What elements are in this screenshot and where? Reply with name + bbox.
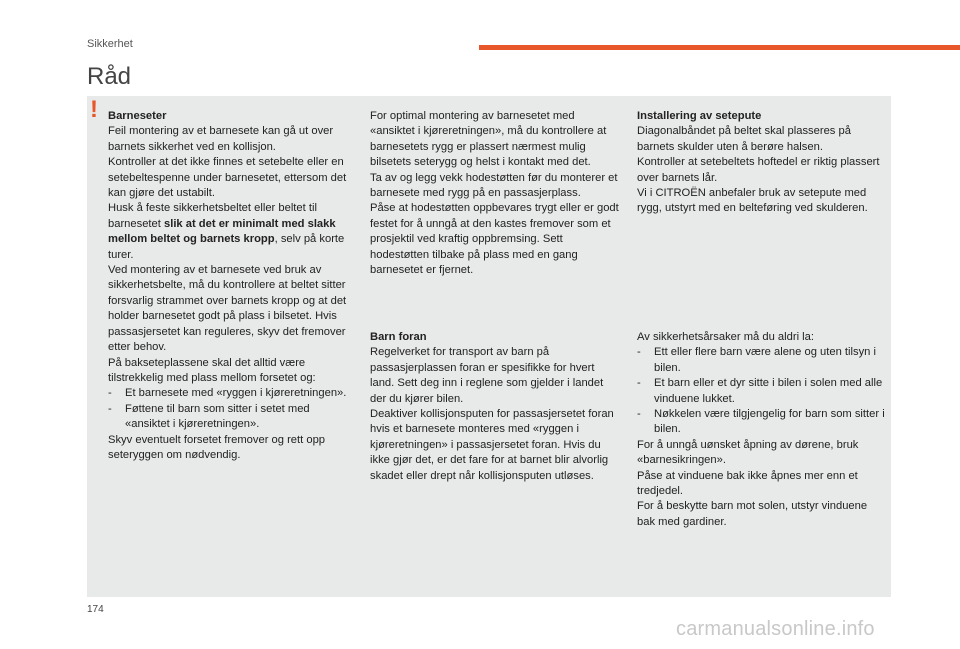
list-item-text: Et barnesete med «ryggen i kjøreretningen». xyxy=(125,387,347,400)
paragraph: Diagonalbåndet på beltet skal plasseres på barnets skulder uten å berøre halsen. xyxy=(637,125,851,153)
page-number: 174 xyxy=(87,604,104,615)
paragraph: Ta av og legg vekk hodestøtten før du monterer et barnesete med rygg på en passasjerplass. xyxy=(370,171,618,200)
paragraph: Ved montering av et barnesete ved bruk av sikkerhetsbelte, må du kontrollere at beltet sitter forsvarlig strammet over barnets kropp og at det holder barnesetet godt på plass i bilsetet. Hvis passasjersetet kan reguleres, skyv det fremover etter behov. xyxy=(108,264,347,354)
paragraph: Skyv eventuelt forsetet fremover og rett opp seteryggen om nødvendig. xyxy=(108,433,326,461)
paragraph: Regelverket for transport av barn på passasjerplassen foran er spesifikke for hvert land. Sett deg inn i reglene som gjelder i landet der du kjører bilen. xyxy=(370,346,604,405)
paragraph xyxy=(108,201,348,263)
emphasis-text: slik at det er minimalt med slakk mellom beltet og barnets kropp xyxy=(108,217,336,246)
list-item: - Et barnesete med «ryggen i kjøreretningen». xyxy=(108,387,347,400)
paragraph: Feil montering av et barnesete kan gå ut over barnets sikkerhet ved en kollisjon. xyxy=(108,125,334,153)
list-item: - Ett eller flere barn være alene og uten tilsyn i bilen. xyxy=(637,346,877,374)
paragraph: For å unngå uønsket åpning av dørene, bruk «barnesikringen». xyxy=(637,438,859,467)
column-children-front xyxy=(370,330,620,484)
watermark: carmanualsonline.info xyxy=(676,618,875,640)
section-accent-bar xyxy=(479,45,960,50)
page-title: Råd xyxy=(87,63,132,90)
text-run: , selv på korte turer. xyxy=(108,233,345,261)
warning-icon: ! xyxy=(90,96,98,123)
paragraph: For optimal montering av barnesetet med «ansiktet i kjøreretningen», må du kontrollere at barnesetets rygg er plassert nærmest mulig bilsetets seterygg og helst i kontakt med det. xyxy=(370,110,607,169)
paragraph: Påse at hodestøtten oppbevares trygt eller er godt festet for å unngå at den kastes fremover som et prosjektil ved kraftig oppbremsing. Sett hodestøtten tilbake på plass med en gang barnesetet er fjernet. xyxy=(370,202,619,277)
heading-child-seats: Barneseter xyxy=(108,110,167,122)
heading-booster-seat: Installering av setepute xyxy=(637,110,762,122)
text-run: Husk å feste sikkerhetsbeltet eller beltet til barnesetet xyxy=(108,202,317,230)
paragraph: Deaktiver kollisjonsputen for passasjersetet foran hvis et barnesete monteres med «ryggen i kjøreretningen» i passasjersetet foran. Hvis du ikke gjør det, er det fare for at barnet blir alvorlig skadet eller drept når kollisjonsputen utløses. xyxy=(370,408,614,482)
paragraph: Kontroller at det ikke finnes et setebelte eller en setebeltespenne under barnesetet, ettersom det kan gjøre det ustabilt. xyxy=(108,156,347,200)
paragraph: På baksetеplassene skal det alltid være tilstrekkelig med plass mellom forsetet og: xyxy=(108,356,316,384)
paragraph: Kontroller at setebeltets hoftedel er riktig plassert over barnets lår. xyxy=(637,156,880,184)
paragraph: Vi i CITROËN anbefaler bruk av setepute med rygg, utstyrt med en belteføring ved skulderen. xyxy=(637,187,868,215)
list-item: - Føttene til barn som sitter i setet med «ansiktet i kjøreretningen». xyxy=(108,402,310,431)
paragraph: For å beskytte barn mot solen, utstyr vinduene bak med gardiner. xyxy=(637,500,868,528)
list-item-text: Føttene til barn som sitter i setet med «ansiktet i kjøreretningen». xyxy=(125,402,310,431)
list-item-text: Nøkkelen være tilgjengelig for barn som sitter i bilen. xyxy=(654,408,885,436)
column-safety-rules xyxy=(637,330,887,530)
section-label: Sikkerhet xyxy=(87,38,133,50)
column-head-restraint xyxy=(370,109,620,278)
paragraph: Påse at vinduene bak ikke åpnes mer enn et tredjedel. xyxy=(637,469,858,498)
list-item: - Et barn eller et dyr sitte i bilen i solen med alle vinduene lukket. xyxy=(637,377,883,405)
list-item: - Nøkkelen være tilgjengelig for barn som sitter i bilen. xyxy=(637,408,885,436)
column-booster-seat xyxy=(637,109,887,217)
list-item-text: Ett eller flere barn være alene og uten tilsyn i bilen. xyxy=(654,346,877,374)
column-child-seats xyxy=(108,109,348,463)
heading-children-front: Barn foran xyxy=(370,331,427,343)
paragraph: Av sikkerhetsårsaker må du aldri la: xyxy=(637,331,815,343)
list-item-text: Et barn eller et dyr sitte i bilen i solen med alle vinduene lukket. xyxy=(654,377,883,405)
